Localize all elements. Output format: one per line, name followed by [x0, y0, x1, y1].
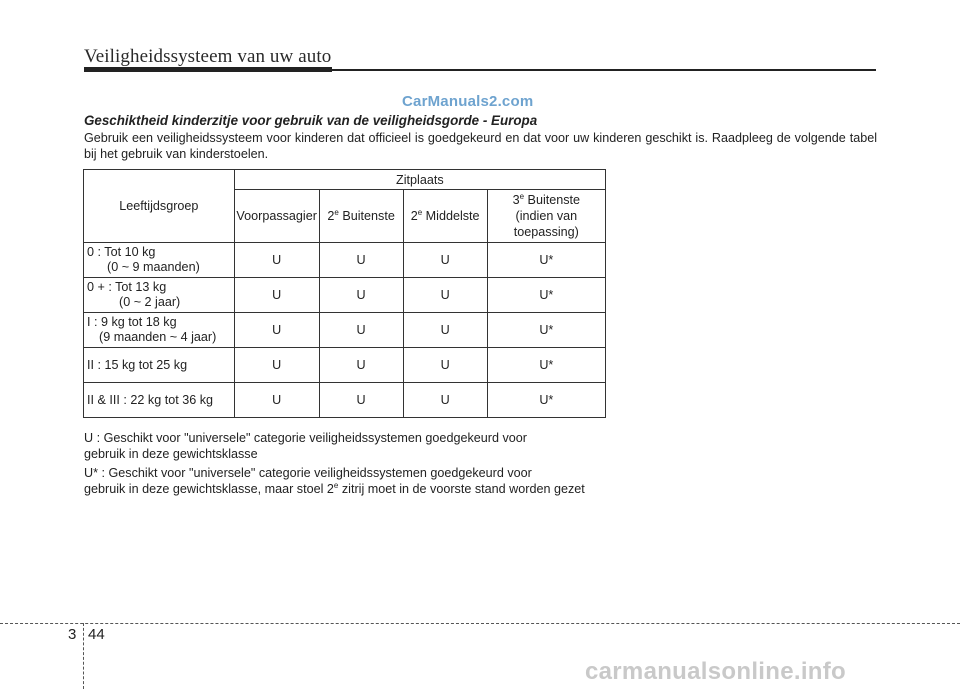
table-cell: U — [319, 348, 403, 383]
table-cell: U — [234, 243, 319, 278]
row-label: 0 : Tot 10 kg (0 ~ 9 maanden) — [84, 243, 235, 278]
table-cell: U — [234, 383, 319, 418]
note-u — [84, 431, 604, 446]
table-cell: U — [403, 278, 487, 313]
table-cell: U* — [487, 313, 605, 348]
table-cell: U — [319, 313, 403, 348]
note-u-text: Geschikt voor "universele" categorie veiligheidssystemen goedgekeurd voor — [103, 431, 527, 445]
note-ustar-key: U* : — [84, 466, 109, 480]
header-third-row-outer: 3e Buitenste (indien van toepassing) — [487, 190, 605, 243]
table-row — [84, 313, 606, 348]
table-cell: U — [234, 278, 319, 313]
table-cell: U — [319, 278, 403, 313]
footer-rule — [0, 623, 960, 624]
table-cell: U — [403, 313, 487, 348]
footer-divider — [83, 623, 84, 689]
note-ustar — [84, 466, 604, 481]
note-ustar-text-end: worden gezet — [509, 482, 585, 496]
table-row — [84, 278, 606, 313]
header-front-passenger: Voorpassagier — [234, 190, 319, 243]
section-title: Geschiktheid kinderzitje voor gebruik van de veiligheidsgorde - Europa — [84, 113, 538, 128]
chapter-number: 3 — [68, 626, 77, 643]
table-cell: U* — [487, 383, 605, 418]
note-u-text-cont: gebruik in deze gewichtsklasse — [84, 447, 258, 461]
table-cell: U* — [487, 243, 605, 278]
note-u-key: U : — [84, 431, 104, 445]
table-cell: U — [234, 348, 319, 383]
table-cell: U — [403, 243, 487, 278]
header-age-group: Leeftijdsgroep — [84, 170, 235, 243]
header-second-row-middle: 2e Middelste — [403, 190, 487, 243]
header-seat-position: Zitplaats — [234, 170, 605, 190]
row-label: I : 9 kg tot 18 kg (9 maanden ~ 4 jaar) — [84, 313, 235, 348]
table-notes — [84, 431, 604, 497]
page-number: 44 — [88, 626, 105, 643]
table-cell: U* — [487, 278, 605, 313]
table-cell: U — [403, 383, 487, 418]
table-cell: U — [234, 313, 319, 348]
intro-paragraph: Gebruik een veiligheidssysteem voor kinderen dat officieel is goedgekeurd en dat voor uw kinderen geschikt is. Raadpleeg de volgende tabel bij het gebruik van kinderstoelen. — [84, 131, 877, 161]
table-cell: U — [319, 383, 403, 418]
page-header-title: Veiligheidssysteem van uw auto — [84, 46, 332, 67]
table-cell: U — [319, 243, 403, 278]
watermark-bottom: carmanualsonline.info — [585, 658, 847, 685]
header-second-row-outer: 2e Buitenste — [319, 190, 403, 243]
row-label: II : 15 kg tot 25 kg — [84, 348, 235, 383]
table-cell: U — [403, 348, 487, 383]
note-ustar-text-cont: gebruik in deze gewichtsklasse, maar stoel 2e zitrij moet in de voorste stand — [84, 481, 506, 496]
table-row — [84, 383, 606, 418]
watermark-top: CarManuals2.com — [402, 93, 534, 110]
row-label: II & III : 22 kg tot 36 kg — [84, 383, 235, 418]
row-label: 0 + : Tot 13 kg (0 ~ 2 jaar) — [84, 278, 235, 313]
table-cell: U* — [487, 348, 605, 383]
note-ustar-text: Geschikt voor "universele" categorie veiligheidssystemen goedgekeurd voor — [108, 466, 532, 480]
header-rule-thick — [84, 67, 332, 72]
child-seat-compatibility-table — [83, 169, 606, 418]
header-rule-thin — [332, 69, 876, 71]
table-row — [84, 348, 606, 383]
table-row — [84, 243, 606, 278]
